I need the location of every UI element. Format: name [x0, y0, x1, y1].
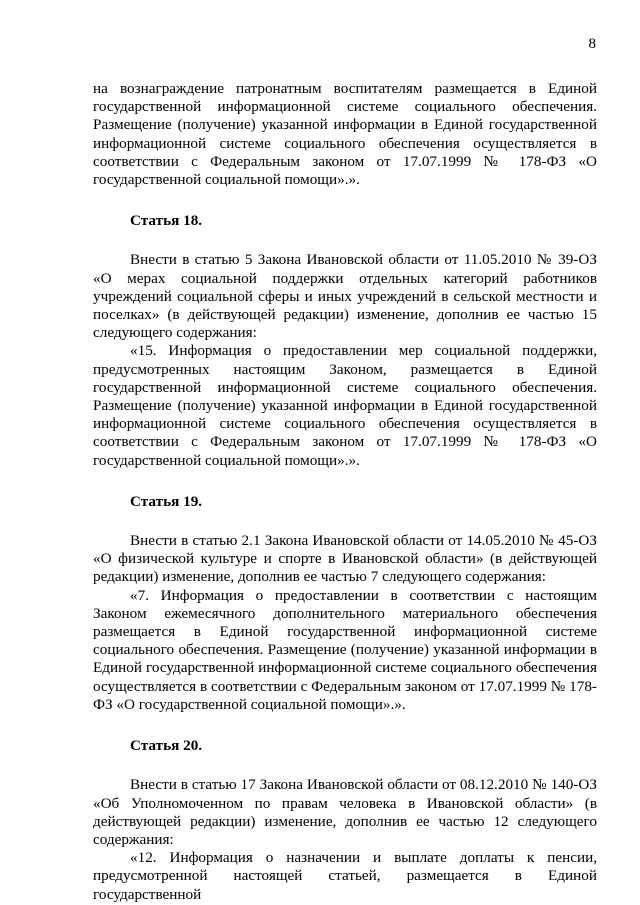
article-18-heading: Статья 18.: [130, 212, 203, 230]
page-number: 8: [588, 36, 596, 52]
article-20-intro: Внести в статью 17 Закона Ивановской области от 08.12.2010 № 140-ОЗ «Об Уполномоченном по правам человека в Ивановской области» (в действующей редакции) изменение, дополнив ее частью 12 следующего содержания:: [93, 776, 597, 848]
article-19-part-7: «7. Информация о предоставлении в соответствии с настоящим Законом ежемесячного дополнительного материального обеспечения размещается в Единой государственной информационной системе социального обеспечения. Размещение (получение) указанной информации в Единой государственной информационной системе социального обеспечения осуществляется в соответствии с Федеральным законом от 17.07.1999 № 178-ФЗ «О государственной социальной помощи».».: [93, 586, 597, 713]
paragraph-continuation: на вознаграждение патронатным воспитателям размещается в Единой государственной информационной системе социального обеспечения. Размещение (получение) указанной информации в Единой государственной информационной системе социального обеспечения осуществляется в соответствии с Федеральным законом от 17.07.1999 № 178-ФЗ «О государственной социальной помощи».».: [93, 80, 597, 189]
article-19-intro: Внести в статью 2.1 Закона Ивановской области от 14.05.2010 № 45-ОЗ «О физической культуре и спорте в Ивановской области» (в действующей редакции) изменение, дополнив ее частью 7 следующего содержания:: [93, 532, 597, 586]
article-19-heading: Статья 19.: [130, 492, 203, 510]
article-20-heading: Статья 20.: [130, 737, 203, 755]
article-20-part-12: «12. Информация о назначении и выплате доплаты к пенсии, предусмотренной настоящей статьей, размещается в Единой государственной: [93, 849, 597, 903]
document-body: [93, 80, 597, 904]
article-18-intro: Внести в статью 5 Закона Ивановской области от 11.05.2010 № 39-ОЗ «О мерах социальной поддержки отдельных категорий работников учреждений социальной сферы и иных учреждений в сельской местности и поселках» (в действующей редакции) изменение, дополнив ее частью 15 следующего содержания:: [93, 251, 597, 342]
article-18-part-15: «15. Информация о предоставлении мер социальной поддержки, предусмотренных настоящим Законом, размещается в Единой государственной информационной системе социального обеспечения. Размещение (получение) указанной информации в Единой государственной информационной системе социального обеспечения осуществляется в соответствии с Федеральным законом от 17.07.1999 № 178-ФЗ «О государственной социальной помощи».».: [93, 342, 597, 469]
